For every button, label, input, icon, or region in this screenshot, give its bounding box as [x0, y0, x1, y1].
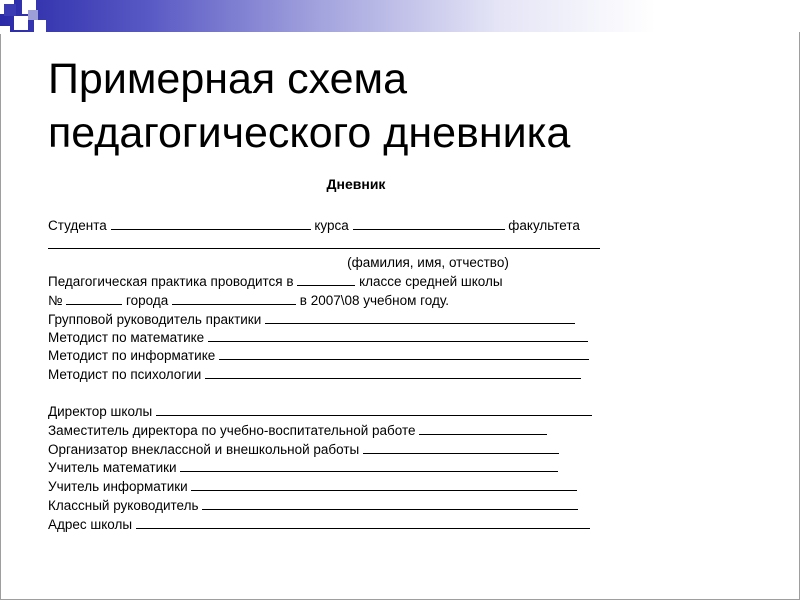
class-teacher-line: [48, 497, 578, 515]
cs-teacher-line: [48, 478, 577, 496]
school-address-blank: [136, 516, 590, 529]
name-note: (фамилия, имя, отчество): [347, 255, 509, 270]
school-number-line: [48, 292, 449, 310]
practice-label: Педагогическая практика проводится в: [48, 274, 294, 289]
director-blank: [156, 403, 592, 416]
class-blank: [297, 273, 355, 286]
math-teacher-blank: [180, 459, 558, 472]
practice-line: [48, 273, 503, 291]
group-leader-line: [48, 311, 575, 329]
course-label: курса: [314, 218, 349, 233]
school-address-label: Адрес школы: [48, 517, 133, 532]
student-line: [48, 217, 580, 235]
group-leader-label: Групповой руководитель практики: [48, 312, 262, 327]
decor-square: [34, 20, 46, 32]
faculty-label: факультета: [508, 218, 580, 233]
course-blank: [353, 217, 505, 230]
organizer-label: Организатор внеклассной и внешкольной работы: [48, 442, 360, 457]
math-teacher-line: [48, 459, 558, 477]
methodist-psych-label: Методист по психологии: [48, 367, 202, 382]
document-heading: Дневник: [326, 176, 386, 192]
cs-teacher-label: Учитель информатики: [48, 479, 188, 494]
year-label: в 2007\08 учебном году.: [299, 293, 450, 308]
header-band: [0, 0, 800, 32]
city-blank: [172, 292, 296, 305]
methodist-math-line: [48, 329, 588, 347]
class-teacher-label: Классный руководитель: [48, 498, 199, 513]
fullname-blank: [48, 236, 600, 249]
title-line-1: Примерная схема: [48, 55, 408, 103]
number-label: №: [48, 293, 63, 308]
methodist-cs-blank: [219, 347, 589, 360]
group-leader-blank: [265, 311, 575, 324]
methodist-math-label: Методист по математике: [48, 330, 205, 345]
deputy-label: Заместитель директора по учебно-воспитательной работе: [48, 423, 416, 438]
class-label: классе средней школы: [359, 274, 503, 289]
organizer-blank: [363, 441, 559, 454]
methodist-cs-line: [48, 347, 589, 365]
decor-square: [0, 26, 10, 34]
director-line: [48, 403, 592, 421]
fullname-line: [48, 236, 600, 254]
deputy-blank: [419, 422, 547, 435]
student-blank: [111, 217, 311, 230]
title-line-2: педагогического дневника: [48, 109, 571, 157]
deputy-line: [48, 422, 547, 440]
class-teacher-blank: [202, 497, 578, 510]
school-address-line: [48, 516, 590, 534]
organizer-line: [48, 441, 559, 459]
decor-square: [4, 4, 16, 16]
decor-square: [14, 16, 28, 30]
student-label: Студента: [48, 218, 107, 233]
number-blank: [66, 292, 122, 305]
methodist-psych-blank: [205, 366, 581, 379]
math-teacher-label: Учитель математики: [48, 460, 177, 475]
methodist-math-blank: [208, 329, 588, 342]
decor-square: [28, 10, 38, 20]
director-label: Директор школы: [48, 404, 153, 419]
methodist-cs-label: Методист по информатике: [48, 348, 216, 363]
cs-teacher-blank: [191, 478, 577, 491]
methodist-psych-line: [48, 366, 581, 384]
city-label: города: [126, 293, 169, 308]
page-title: [48, 52, 768, 160]
